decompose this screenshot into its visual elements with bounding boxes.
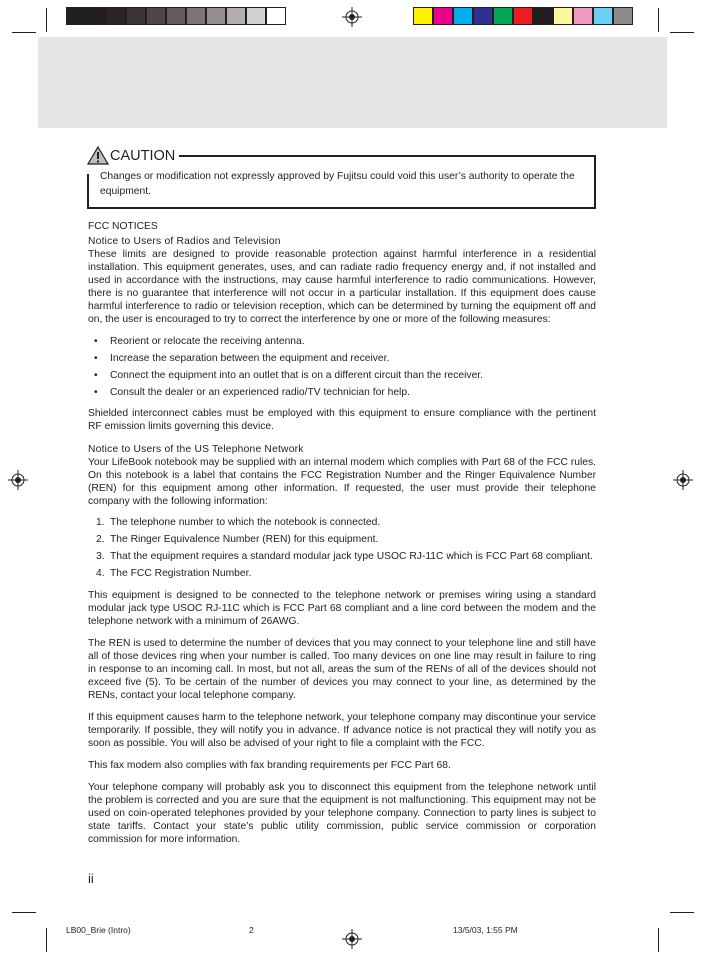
disconnect-paragraph: Your telephone company will probably ask you to disconnect this equipment from the telephone network until the problem is corrected and you are sure that the equipment is not malfunctioning. This equipment may not be used on coin-operated telephones provided by your telephone company. Connection to party lines is subject to state tariffs. Contact your state’s public utility commission, public service commission or corporation commission for more information. [88, 782, 596, 845]
color-swatch [226, 7, 246, 25]
registration-mark-icon [673, 470, 693, 490]
phone-paragraph: Your LifeBook notebook may be supplied with an internal modem which complies with Part 68 of the FCC rules. On this notebook is a label that contains the FCC Registration Number and the Ringer Equivalence Number (REN) for this equipment among other information. If requested, the user must provide their telephone company with the following information: [88, 457, 596, 507]
list-item [88, 567, 596, 580]
color-swatch [553, 7, 573, 25]
bullet: • [94, 336, 98, 347]
bullet: • [94, 370, 98, 381]
list-item-text: The Ringer Equivalence Number (REN) for this equipment. [110, 534, 379, 545]
color-swatch [86, 7, 106, 25]
color-swatch [453, 7, 473, 25]
warning-triangle-icon [87, 146, 109, 165]
list-number: 2. [96, 534, 105, 545]
registration-mark-icon [342, 7, 362, 27]
page-number: ii [88, 871, 94, 886]
bullet: • [94, 387, 98, 398]
registration-mark-icon [8, 470, 28, 490]
crop-mark [12, 32, 36, 33]
footer-page: 2 [249, 925, 254, 935]
color-swatch [246, 7, 266, 25]
color-swatch [513, 7, 533, 25]
list-number: 3. [96, 551, 105, 562]
shielded-paragraph: Shielded interconnect cables must be employed with this equipment to ensure compliance with the pertinent RF emission limits governing this device. [88, 408, 596, 432]
color-swatch [186, 7, 206, 25]
harm-paragraph: If this equipment causes harm to the telephone network, your telephone company may discontinue your service temporarily. If possible, they will notify you in advance. If advance notice is not practical they will notify you as soon as possible. You will also be advised of your right to file a complaint with the FCC. [88, 712, 596, 749]
crop-mark [670, 912, 694, 913]
color-swatch [106, 7, 126, 25]
design-paragraph: This equipment is designed to be connected to the telephone network or premises wiring using a standard modular jack type USOC RJ-11C which is FCC Part 68 compliant and a line cord between the modem and the telephone network with a minimum of 26AWG. [88, 590, 596, 627]
color-swatch [613, 7, 633, 25]
color-swatch [126, 7, 146, 25]
list-item-text: The FCC Registration Number. [110, 568, 252, 579]
color-swatch [166, 7, 186, 25]
footer-file: LB00_Brie (Intro) [66, 925, 131, 935]
color-swatch [66, 7, 86, 25]
fcc-heading: FCC NOTICES [88, 221, 158, 232]
list-item [88, 386, 596, 399]
caution-title: CAUTION [110, 147, 176, 164]
list-item-text: Reorient or relocate the receiving antenna. [110, 336, 305, 347]
list-item [88, 369, 596, 382]
color-swatch [473, 7, 493, 25]
crop-mark [46, 928, 47, 952]
radio-paragraph: These limits are designed to provide reasonable protection against harmful interference in a residential installation. This equipment generates, uses, and can radiate radio frequency energy and, if not installed and used in accordance with the instructions, may cause harmful interference to radio communications. However, there is no guarantee that interference will not occur in a particular installation. If this equipment does cause harmful interference to radio or television reception, which can be determined by turning the equipment off and on, the user is encouraged to try to correct the interference by one or more of the following measures: [88, 249, 596, 325]
caution-heading [87, 146, 179, 165]
list-item [88, 550, 596, 563]
header-band [38, 37, 667, 128]
crop-mark [12, 912, 36, 913]
color-swatch [146, 7, 166, 25]
color-swatch [593, 7, 613, 25]
crop-mark [670, 32, 694, 33]
list-item-text: Consult the dealer or an experienced radio/TV technician for help. [110, 387, 410, 398]
fcc-notices [88, 219, 596, 846]
measures-list [88, 335, 596, 399]
caution-box-border [87, 174, 89, 209]
crop-mark [658, 8, 659, 32]
bullet: • [94, 353, 98, 364]
ren-paragraph: The REN is used to determine the number of devices that you may connect to your telephone line and still have all of those devices ring when your number is called. Too many devices on one line may result in failure to ring in response to an incoming call. In most, but not all, areas the sum of the RENs of all of the devices should not exceed five (5). To be certain of the number of devices you may connect to your line, as determined by the RENs, contact your local telephone company. [88, 638, 596, 701]
color-swatch [266, 7, 286, 25]
list-item-text: That the equipment requires a standard modular jack type USOC RJ-11C which is FCC Part 68 compliant. [110, 551, 593, 562]
list-item [88, 352, 596, 365]
registration-mark-icon [342, 929, 362, 949]
color-swatch [206, 7, 226, 25]
list-item-text: Increase the separation between the equipment and receiver. [110, 353, 390, 364]
fax-paragraph: This fax modem also complies with fax branding requirements per FCC Part 68. [88, 760, 451, 771]
list-number: 1. [96, 517, 105, 528]
list-item [88, 533, 596, 546]
info-list [88, 516, 596, 580]
grayscale-color-bar [66, 7, 286, 25]
footer-date: 13/5/03, 1:55 PM [453, 925, 518, 935]
color-swatch [493, 7, 513, 25]
list-number: 4. [96, 568, 105, 579]
list-item [88, 335, 596, 348]
caution-text: Changes or modification not expressly approved by Fujitsu could void this user’s authority to operate the equipment. [100, 171, 575, 197]
list-item [88, 516, 596, 529]
color-swatch [573, 7, 593, 25]
process-color-bar [413, 7, 633, 25]
color-swatch [413, 7, 433, 25]
list-item-text: The telephone number to which the notebook is connected. [110, 517, 381, 528]
color-swatch [433, 7, 453, 25]
crop-mark [46, 8, 47, 32]
phone-heading: Notice to Users of the US Telephone Network [88, 444, 304, 455]
crop-mark [658, 928, 659, 952]
color-swatch [533, 7, 553, 25]
radio-heading: Notice to Users of Radios and Television [88, 236, 281, 247]
list-item-text: Connect the equipment into an outlet that is on a different circuit than the receiver. [110, 370, 484, 381]
